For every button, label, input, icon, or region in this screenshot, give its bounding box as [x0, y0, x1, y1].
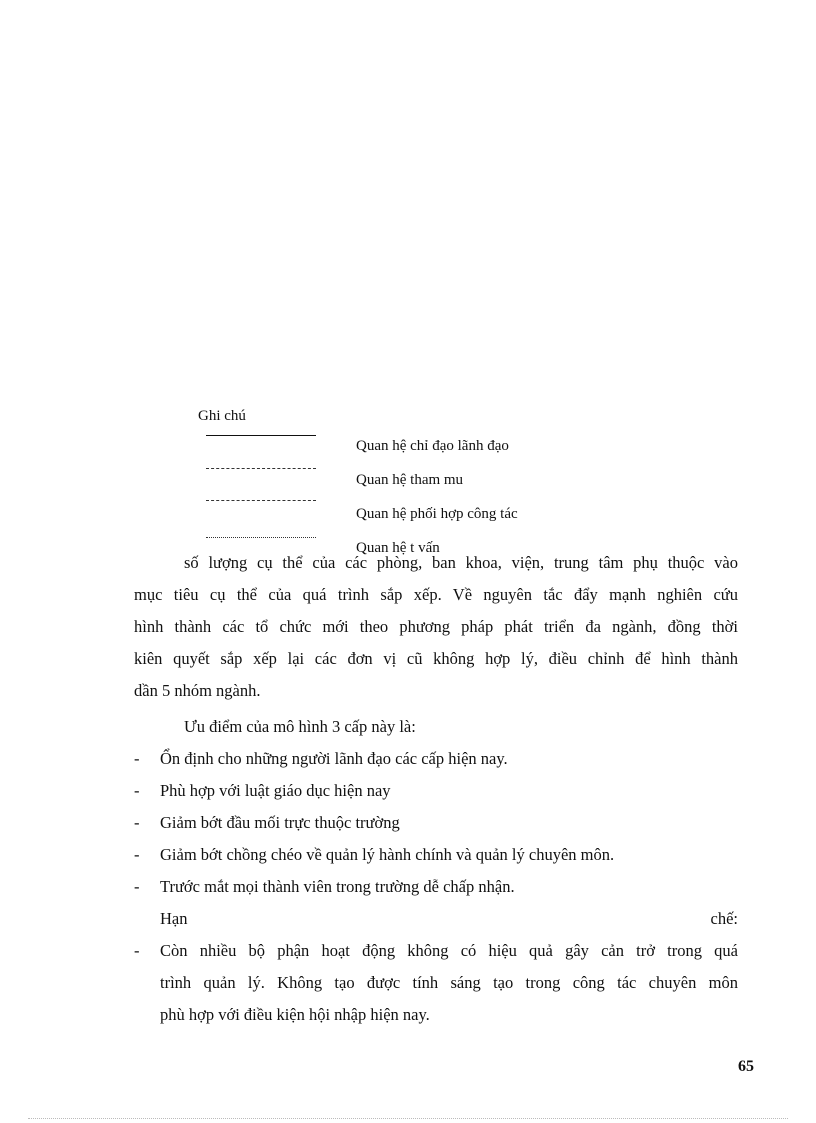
list-item [134, 807, 738, 839]
list-item-text: Giảm bớt đầu mối trực thuộc trường [160, 813, 400, 832]
list-item [134, 839, 738, 871]
legend-label: Quan hệ chỉ đạo lãnh đạo [356, 438, 509, 454]
list-item-text: Trước mắt mọi thành viên trong trường dễ chấp nhận. [160, 877, 515, 896]
advantages-heading: Ưu điểm của mô hình 3 cấp này là: [184, 717, 416, 736]
limitations-heading-right: chế: [710, 909, 738, 928]
body-paragraph [134, 547, 738, 707]
text-line: phù hợp với điều kiện hội nhập hiện nay. [160, 1005, 430, 1024]
list-item-text: Phù hợp với luật giáo dục hiện nay [160, 781, 391, 800]
list-item-text: Giảm bớt chồng chéo về quản lý hành chính và quản lý chuyên môn. [160, 845, 615, 864]
legend-line-dotted [206, 537, 316, 538]
bullet-dash: - [134, 845, 140, 864]
page-number: 65 [738, 1058, 754, 1075]
text-line: số lượng cụ thể của các phòng, ban khoa, viện, trung tâm phụ thuộc vào [184, 553, 738, 572]
list-item [134, 775, 738, 807]
legend-line-dash-dot [206, 500, 316, 501]
advantages-list [134, 743, 738, 903]
limitations-heading [160, 903, 738, 935]
legend-label: Quan hệ phối hợp công tác [356, 506, 518, 522]
list-item-text: Ổn định cho những người lãnh đạo các cấp hiện nay. [160, 749, 508, 768]
limitations-heading-left: Hạn [160, 909, 188, 928]
list-item [134, 743, 738, 775]
bullet-dash: - [134, 749, 140, 768]
text-line: dần 5 nhóm ngành. [134, 681, 261, 700]
text-line: hình thành các tổ chức mới theo phương pháp phát triển đa ngành, đồng thời [134, 617, 738, 636]
legend-line-dash-dot [206, 468, 316, 469]
legend-title: Ghi chú [198, 408, 246, 424]
text-line: mục tiêu cụ thể của quá trình sắp xếp. Về nguyên tắc đẩy mạnh nghiên cứu [134, 585, 738, 604]
bullet-dash: - [134, 813, 140, 832]
legend-label: Quan hệ tham mu [356, 472, 464, 488]
list-item [134, 871, 738, 903]
text-line: Còn nhiều bộ phận hoạt động không có hiệu quả gây cản trở trong quá [160, 941, 738, 960]
text-line: trình quản lý. Không tạo được tính sáng tạo trong công tác chuyên môn [160, 973, 738, 992]
bullet-dash: - [134, 877, 140, 896]
limitations-list-item [134, 935, 738, 1031]
bullet-dash: - [134, 941, 140, 960]
list-item-text [160, 935, 738, 1031]
footer-divider [28, 1118, 788, 1119]
bullet-dash: - [134, 781, 140, 800]
legend-label: Quan hệ t vấn [356, 540, 440, 556]
text-line: kiên quyết sắp xếp lại các đơn vị cũ không hợp lý, điều chỉnh để hình thành [134, 649, 738, 668]
legend-line-solid [206, 435, 316, 436]
